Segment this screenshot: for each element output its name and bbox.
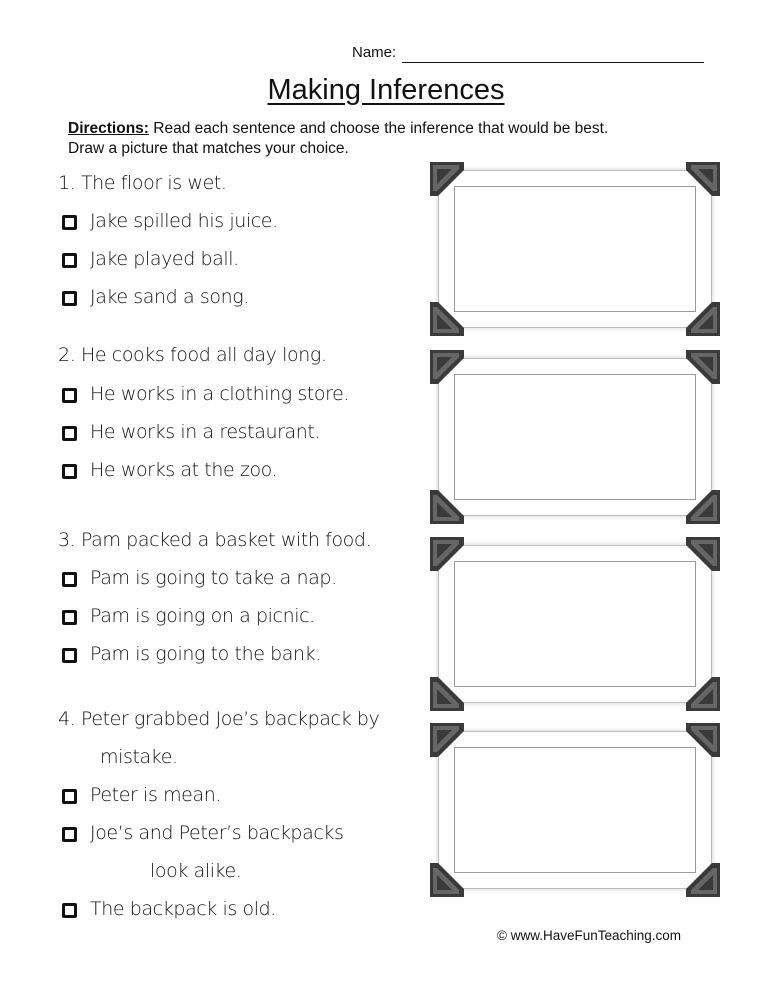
checkbox[interactable] [62,610,77,625]
photo-corner-top-right-icon [686,537,720,571]
name-field[interactable] [402,62,704,63]
photo-corner-top-left-icon [430,537,464,571]
checkbox[interactable] [62,215,77,230]
photo-corner-top-right-icon [686,723,720,757]
drawing-area[interactable] [454,561,696,687]
page-title: Making Inferences [267,74,505,106]
picture-frame-3[interactable] [438,545,712,703]
photo-corner-bottom-right-icon [686,863,720,897]
picture-frames [428,158,722,908]
photo-corner-bottom-right-icon [686,490,720,524]
photo-corner-top-left-icon [430,723,464,757]
photo-corner-bottom-left-icon [430,302,464,336]
question-1: 1. The floor is wet. [58,172,227,194]
drawing-area[interactable] [454,747,696,873]
directions-label: Directions: [68,120,149,137]
picture-frame-1[interactable] [438,170,712,328]
picture-frame-4[interactable] [438,731,712,889]
option-label: He works in a restaurant. [90,421,321,443]
option-label: Joe’s and Peter’s backpacks [90,822,344,844]
photo-corner-bottom-left-icon [430,677,464,711]
checkbox[interactable] [62,426,77,441]
drawing-area[interactable] [454,186,696,312]
directions-text: Read each sentence and choose the inference that would be best. [148,120,609,137]
photo-corner-bottom-right-icon [686,677,720,711]
checkbox[interactable] [62,388,77,403]
photo-corner-top-left-icon [430,350,464,384]
option-label: Jake sand a song. [90,286,249,308]
option-label: He works at the zoo. [90,459,278,481]
option-label: Jake played ball. [90,248,239,270]
option-label: Peter is mean. [90,784,221,806]
option-label: Pam is going to take a nap. [90,567,337,589]
photo-corner-bottom-left-icon [430,490,464,524]
checkbox[interactable] [62,827,77,842]
copyright-footer: © www.HaveFunTeaching.com [497,928,682,943]
photo-corner-top-right-icon [686,350,720,384]
checkbox[interactable] [62,291,77,306]
option-label: Jake spilled his juice. [90,210,278,232]
drawing-area[interactable] [454,374,696,500]
question-2: 2. He cooks food all day long. [58,344,327,366]
questions-list [58,0,428,1000]
checkbox[interactable] [62,572,77,587]
checkbox[interactable] [62,648,77,663]
name-label: Name: [352,44,397,61]
option-label: The backpack is old. [90,898,276,920]
directions-text-2: Draw a picture that matches your choice. [68,140,349,157]
photo-corner-bottom-right-icon [686,302,720,336]
photo-corner-top-left-icon [430,162,464,196]
photo-corner-bottom-left-icon [430,863,464,897]
photo-corner-top-right-icon [686,162,720,196]
checkbox[interactable] [62,789,77,804]
checkbox[interactable] [62,253,77,268]
option-label: Pam is going to the bank. [90,643,321,665]
checkbox[interactable] [62,464,77,479]
option-4b-continued: look alike. [150,860,242,882]
question-4: 4. Peter grabbed Joe’s backpack by [58,708,380,730]
picture-frame-2[interactable] [438,358,712,516]
checkbox[interactable] [62,903,77,918]
question-3: 3. Pam packed a basket with food. [58,529,372,551]
option-label: Pam is going on a picnic. [90,605,315,627]
question-4-continued: mistake. [100,746,178,768]
option-label: He works in a clothing store. [90,383,350,405]
